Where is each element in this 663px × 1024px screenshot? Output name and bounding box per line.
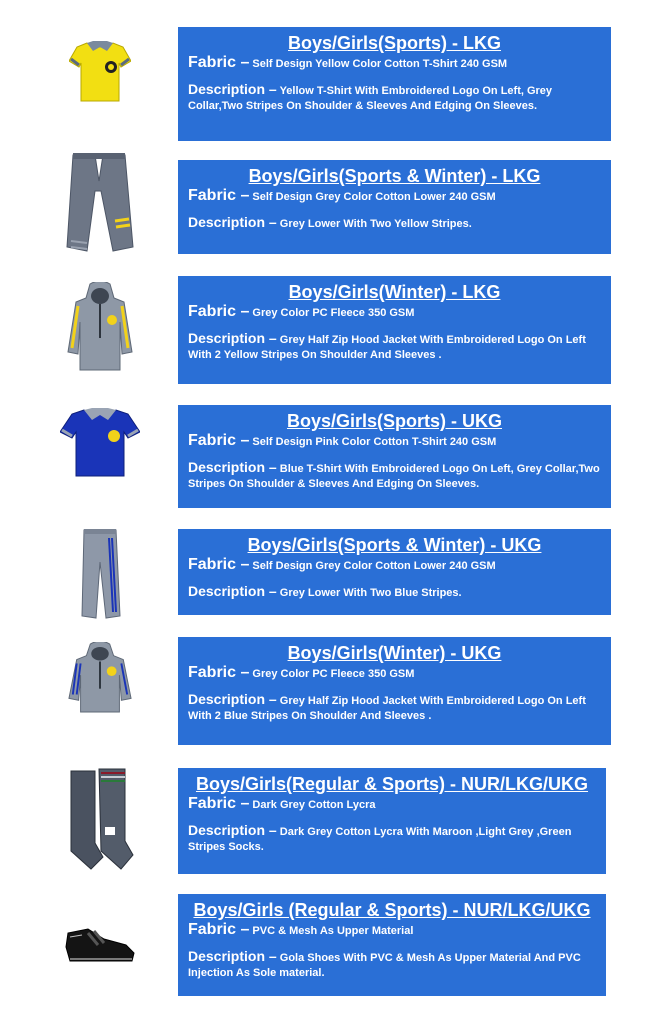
product-title: Boys/Girls(Sports) - LKG — [287, 33, 502, 53]
product-card — [178, 529, 611, 615]
description-value: Grey Lower With Two Blue Stripes. — [279, 587, 462, 599]
grey-hood-jacket-blue-image — [60, 640, 140, 716]
fabric-label: Fabric – — [188, 303, 250, 320]
description-line — [188, 82, 601, 114]
description-value: Grey Half Zip Hood Jacket With Embroidered Logo On Left With 2 Blue Stripes On Shoulder And Sleeves . — [188, 695, 586, 722]
description-value: Gola Shoes With PVC & Mesh As Upper Material And PVC Injection As Sole material. — [188, 952, 581, 979]
description-label: Description – — [188, 583, 277, 599]
yellow-tshirt-image — [60, 36, 140, 108]
description-line — [188, 823, 596, 855]
fabric-value: Self Design Yellow Color Cotton T-Shirt 240 GSM — [252, 58, 508, 70]
product-card — [178, 160, 611, 254]
product-title: Boys/Girls (Regular & Sports) - NUR/LKG/UKG — [193, 900, 591, 920]
description-line — [188, 692, 601, 724]
description-label: Description – — [188, 81, 277, 97]
description-value: Dark Grey Cotton Lycra With Maroon ,Light Grey ,Green Stripes Socks. — [188, 826, 572, 853]
product-card — [178, 276, 611, 384]
description-label: Description – — [188, 214, 277, 230]
fabric-value: PVC & Mesh As Upper Material — [252, 925, 414, 937]
fabric-value: Self Design Grey Color Cotton Lower 240 GSM — [252, 191, 496, 203]
fabric-line — [188, 557, 601, 574]
fabric-value: Self Design Pink Color Cotton T-Shirt 240 GSM — [252, 436, 497, 448]
fabric-label: Fabric – — [188, 556, 250, 573]
description-line — [188, 584, 601, 601]
grey-socks-image — [60, 766, 140, 874]
fabric-line — [188, 55, 601, 72]
product-title: Boys/Girls(Regular & Sports) - NUR/LKG/UKG — [195, 774, 589, 794]
blue-tshirt-image — [60, 404, 140, 480]
fabric-label: Fabric – — [188, 432, 250, 449]
fabric-label: Fabric – — [188, 795, 250, 812]
description-label: Description – — [188, 330, 277, 346]
description-line — [188, 460, 601, 492]
fabric-line — [188, 188, 601, 205]
fabric-value: Dark Grey Cotton Lycra — [252, 799, 376, 811]
description-line — [188, 215, 601, 232]
fabric-line — [188, 433, 601, 450]
fabric-value: Grey Color PC Fleece 350 GSM — [252, 668, 415, 680]
description-label: Description – — [188, 691, 277, 707]
product-card — [178, 27, 611, 141]
fabric-label: Fabric – — [188, 187, 250, 204]
fabric-label: Fabric – — [188, 54, 250, 71]
fabric-value: Self Design Grey Color Cotton Lower 240 GSM — [252, 560, 496, 572]
fabric-value: Grey Color PC Fleece 350 GSM — [252, 307, 415, 319]
black-shoes-image — [60, 916, 140, 970]
grey-lower-yellow-stripes-image — [60, 150, 140, 258]
product-card — [178, 405, 611, 508]
grey-lower-blue-stripes-image — [60, 526, 140, 622]
fabric-label: Fabric – — [188, 921, 250, 938]
product-title: Boys/Girls(Sports & Winter) - LKG — [248, 166, 541, 186]
description-value: Grey Half Zip Hood Jacket With Embroidered Logo On Left With 2 Yellow Stripes On Shoulder And Sleeves . — [188, 334, 586, 361]
product-title: Boys/Girls(Sports) - UKG — [286, 411, 503, 431]
description-value: Grey Lower With Two Yellow Stripes. — [279, 218, 472, 230]
fabric-line — [188, 665, 601, 682]
fabric-line — [188, 304, 601, 321]
fabric-line — [188, 922, 596, 939]
fabric-label: Fabric – — [188, 664, 250, 681]
description-value: Yellow T-Shirt With Embroidered Logo On Left, Grey Collar,Two Stripes On Shoulder & Sleeves And Edging On Sleeves. — [188, 85, 553, 112]
description-value: Blue T-Shirt With Embroidered Logo On Left, Grey Collar,Two Stripes On Shoulder & Sleeves And Edging On Sleeves. — [188, 463, 600, 490]
description-label: Description – — [188, 948, 277, 964]
fabric-line — [188, 796, 596, 813]
description-label: Description – — [188, 822, 277, 838]
product-card — [178, 637, 611, 745]
product-card — [178, 768, 606, 874]
product-title: Boys/Girls(Winter) - LKG — [288, 282, 501, 302]
description-line — [188, 949, 596, 981]
product-title: Boys/Girls(Winter) - UKG — [287, 643, 502, 663]
description-label: Description – — [188, 459, 277, 475]
grey-hood-jacket-yellow-image — [60, 280, 140, 376]
product-title: Boys/Girls(Sports & Winter) - UKG — [247, 535, 542, 555]
description-line — [188, 331, 601, 363]
product-card — [178, 894, 606, 996]
